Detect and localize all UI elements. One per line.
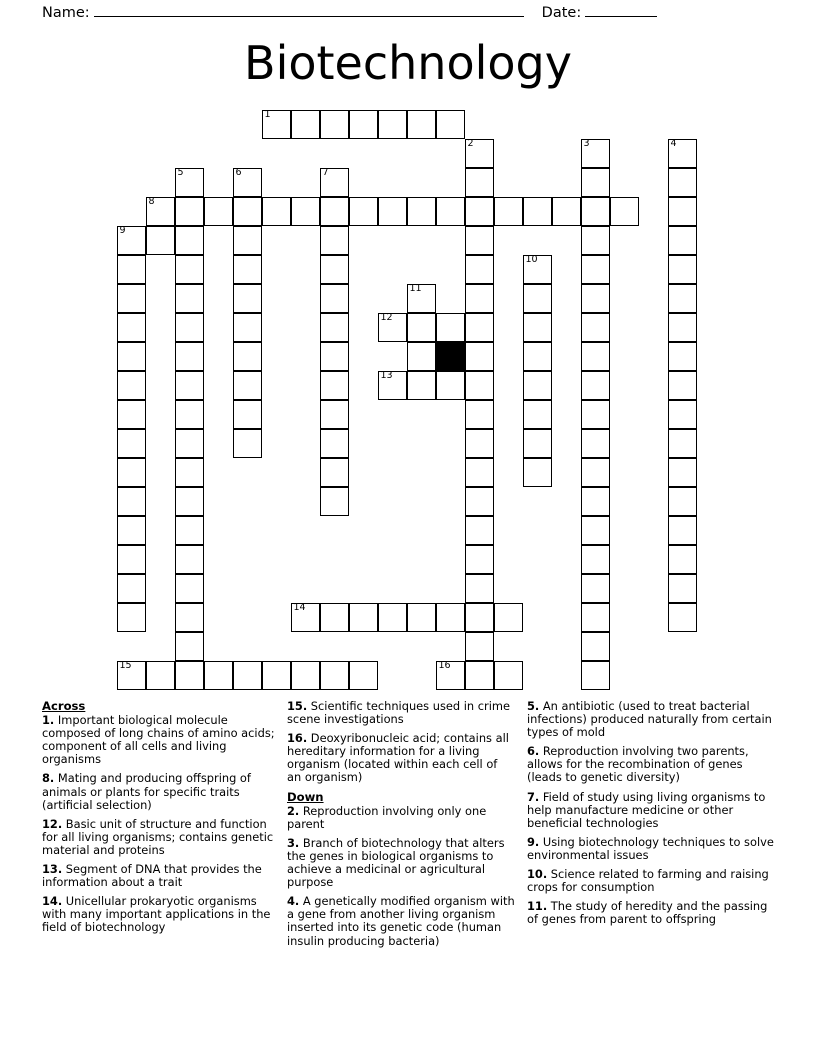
grid-cell[interactable] xyxy=(436,110,465,139)
grid-cell[interactable] xyxy=(320,429,349,458)
grid-cell[interactable] xyxy=(233,197,262,226)
grid-cell[interactable] xyxy=(146,197,175,226)
clue-number: 16. xyxy=(287,731,308,746)
grid-cell[interactable] xyxy=(320,110,349,139)
grid-cell[interactable] xyxy=(436,313,465,342)
name-label: Name: xyxy=(42,5,90,21)
grid-cell[interactable] xyxy=(233,342,262,371)
grid-cell[interactable] xyxy=(175,313,204,342)
clue-text: Field of study using living organisms to help manufacture medicine or other beneficial technologies xyxy=(527,789,766,830)
grid-cell[interactable] xyxy=(117,603,146,632)
cell-number: 16 xyxy=(438,660,451,671)
grid-cell[interactable] xyxy=(117,313,146,342)
clue-number: 10. xyxy=(527,867,548,882)
grid-cell[interactable] xyxy=(175,661,204,690)
grid-cell[interactable] xyxy=(581,458,610,487)
clue-text: A genetically modified organism with a gene from another living organism inserted into its genetic code (human insulin producing bacteria) xyxy=(287,894,515,948)
grid-cell[interactable] xyxy=(117,458,146,487)
grid-cell[interactable] xyxy=(407,371,436,400)
clue-number: 6. xyxy=(527,744,540,759)
down-clue xyxy=(527,868,778,894)
across-clue xyxy=(42,818,275,857)
clue-number: 8. xyxy=(42,771,55,786)
down-clue xyxy=(527,900,778,926)
grid-cell[interactable] xyxy=(117,255,146,284)
down-clue xyxy=(527,745,778,784)
grid-cell[interactable] xyxy=(465,632,494,661)
grid-cell[interactable] xyxy=(204,661,233,690)
grid-cell[interactable] xyxy=(465,516,494,545)
grid-cell[interactable] xyxy=(465,371,494,400)
across-clue xyxy=(42,714,275,766)
grid-cell[interactable] xyxy=(175,284,204,313)
cell-number: 11 xyxy=(409,283,422,294)
grid-cell[interactable] xyxy=(175,429,204,458)
clue-number: 13. xyxy=(42,862,63,877)
cell-number: 5 xyxy=(177,167,184,178)
grid-cell[interactable] xyxy=(581,168,610,197)
grid-cell[interactable] xyxy=(668,139,697,168)
grid-cell[interactable] xyxy=(233,226,262,255)
clue-text: Deoxyribonucleic acid; contains all hereditary information for a living organism (located within each cell of an organism) xyxy=(287,731,509,785)
across-clue xyxy=(42,863,275,889)
grid-cell[interactable] xyxy=(465,139,494,168)
grid-cell[interactable] xyxy=(233,400,262,429)
grid-cell[interactable] xyxy=(581,429,610,458)
grid-cell[interactable] xyxy=(117,574,146,603)
grid-cell[interactable] xyxy=(668,545,697,574)
grid-cell[interactable] xyxy=(233,168,262,197)
grid-block-cell xyxy=(436,342,465,371)
grid-cell[interactable] xyxy=(175,487,204,516)
grid-cell[interactable] xyxy=(668,371,697,400)
grid-cell[interactable] xyxy=(581,255,610,284)
across-heading: Across xyxy=(42,699,86,713)
grid-cell[interactable] xyxy=(349,110,378,139)
down-clue xyxy=(287,895,515,947)
across-clue xyxy=(42,772,275,811)
grid-cell[interactable] xyxy=(320,458,349,487)
grid-cell[interactable] xyxy=(465,313,494,342)
grid-cell[interactable] xyxy=(668,603,697,632)
grid-cell[interactable] xyxy=(291,661,320,690)
grid-cell[interactable] xyxy=(175,168,204,197)
grid-cell[interactable] xyxy=(668,574,697,603)
cell-number: 12 xyxy=(380,312,393,323)
clue-text: Branch of biotechnology that alters the genes in biological organisms to achieve a medicinal or agricultural purpose xyxy=(287,835,505,890)
grid-cell[interactable] xyxy=(291,197,320,226)
grid-cell[interactable] xyxy=(291,110,320,139)
grid-cell[interactable] xyxy=(523,400,552,429)
grid-cell[interactable] xyxy=(117,661,146,690)
grid-cell[interactable] xyxy=(175,603,204,632)
down-clue xyxy=(287,805,515,831)
grid-cell[interactable] xyxy=(581,342,610,371)
grid-cell[interactable] xyxy=(378,197,407,226)
clue-text: Important biological molecule composed of long chains of amino acids; component of all cells and living organisms xyxy=(42,713,275,767)
grid-cell[interactable] xyxy=(175,458,204,487)
clue-text: Mating and producing offspring of animals or plants for specific traits (artificial selection) xyxy=(42,771,251,812)
grid-cell[interactable] xyxy=(175,632,204,661)
down-clue xyxy=(527,700,778,739)
clue-number: 11. xyxy=(527,899,548,914)
grid-cell[interactable] xyxy=(668,342,697,371)
down-clue xyxy=(287,837,515,889)
grid-cell[interactable] xyxy=(320,603,349,632)
clue-number: 2. xyxy=(287,803,300,818)
grid-cell[interactable] xyxy=(175,371,204,400)
clue-text: Science related to farming and raising crops for consumption xyxy=(527,867,769,895)
date-label: Date: xyxy=(541,5,582,21)
grid-cell[interactable] xyxy=(523,429,552,458)
down-clue xyxy=(527,836,778,862)
cell-number: 8 xyxy=(148,196,155,207)
cell-number: 3 xyxy=(583,138,590,149)
grid-cell[interactable] xyxy=(262,197,291,226)
grid-cell[interactable] xyxy=(233,313,262,342)
grid-cell[interactable] xyxy=(465,545,494,574)
clue-number: 12. xyxy=(42,816,63,831)
clue-text: Scientific techniques used in crime scene investigations xyxy=(287,699,510,727)
grid-cell[interactable] xyxy=(581,661,610,690)
clue-number: 14. xyxy=(42,894,63,909)
grid-cell[interactable] xyxy=(117,342,146,371)
grid-cell[interactable] xyxy=(117,284,146,313)
grid-cell[interactable] xyxy=(175,197,204,226)
page-title: Biotechnology xyxy=(244,36,572,90)
grid-cell[interactable] xyxy=(581,197,610,226)
grid-cell[interactable] xyxy=(581,400,610,429)
grid-cell[interactable] xyxy=(233,661,262,690)
clue-number: 7. xyxy=(527,789,540,804)
grid-cell[interactable] xyxy=(436,661,465,690)
grid-cell[interactable] xyxy=(668,284,697,313)
grid-cell[interactable] xyxy=(610,197,639,226)
grid-cell[interactable] xyxy=(465,284,494,313)
grid-cell[interactable] xyxy=(668,487,697,516)
grid-cell[interactable] xyxy=(465,342,494,371)
clue-number: 1. xyxy=(42,713,55,728)
grid-cell[interactable] xyxy=(407,313,436,342)
grid-cell[interactable] xyxy=(581,516,610,545)
cell-number: 10 xyxy=(525,254,538,265)
clue-text: Basic unit of structure and function for all living organisms; contains genetic material and proteins xyxy=(42,816,274,857)
grid-cell[interactable] xyxy=(117,400,146,429)
grid-cell[interactable] xyxy=(233,284,262,313)
grid-cell[interactable] xyxy=(117,545,146,574)
cell-number: 4 xyxy=(670,138,677,149)
clues-column-1 xyxy=(42,700,287,941)
grid-cell[interactable] xyxy=(581,226,610,255)
across-clue xyxy=(42,895,275,934)
clue-number: 3. xyxy=(287,835,300,850)
grid-cell[interactable] xyxy=(117,487,146,516)
grid-cell[interactable] xyxy=(407,284,436,313)
grid-cell[interactable] xyxy=(204,197,233,226)
grid-cell[interactable] xyxy=(465,226,494,255)
clue-number: 9. xyxy=(527,834,540,849)
grid-cell[interactable] xyxy=(581,487,610,516)
grid-cell[interactable] xyxy=(320,371,349,400)
across-clue xyxy=(287,732,515,784)
clue-text: Using biotechnology techniques to solve environmental issues xyxy=(527,834,774,862)
cell-number: 15 xyxy=(119,660,132,671)
grid-cell[interactable] xyxy=(668,197,697,226)
clue-text: Reproduction involving only one parent xyxy=(287,803,487,831)
grid-cell[interactable] xyxy=(581,574,610,603)
grid-cell[interactable] xyxy=(581,632,610,661)
cell-number: 7 xyxy=(322,167,329,178)
grid-cell[interactable] xyxy=(378,371,407,400)
grid-cell[interactable] xyxy=(175,255,204,284)
grid-cell[interactable] xyxy=(233,255,262,284)
grid-cell[interactable] xyxy=(262,110,291,139)
grid-cell[interactable] xyxy=(175,545,204,574)
cell-number: 13 xyxy=(380,370,393,381)
grid-cell[interactable] xyxy=(233,429,262,458)
grid-cell[interactable] xyxy=(320,661,349,690)
grid-cell[interactable] xyxy=(465,487,494,516)
grid-cell[interactable] xyxy=(465,574,494,603)
grid-cell[interactable] xyxy=(175,516,204,545)
grid-cell[interactable] xyxy=(407,110,436,139)
grid-cell[interactable] xyxy=(436,197,465,226)
grid-cell[interactable] xyxy=(320,284,349,313)
grid-cell[interactable] xyxy=(465,168,494,197)
grid-cell[interactable] xyxy=(581,313,610,342)
grid-cell[interactable] xyxy=(320,400,349,429)
grid-cell[interactable] xyxy=(465,603,494,632)
grid-cell[interactable] xyxy=(668,168,697,197)
grid-cell[interactable] xyxy=(668,255,697,284)
clue-text: Unicellular prokaryotic organisms with many important applications in the field of biotechnology xyxy=(42,894,271,935)
grid-cell[interactable] xyxy=(146,661,175,690)
cell-number: 14 xyxy=(293,602,306,613)
grid-cell[interactable] xyxy=(581,284,610,313)
grid-cell[interactable] xyxy=(320,342,349,371)
grid-cell[interactable] xyxy=(581,371,610,400)
grid-cell[interactable] xyxy=(175,574,204,603)
grid-cell[interactable] xyxy=(668,458,697,487)
grid-cell[interactable] xyxy=(552,197,581,226)
grid-cell[interactable] xyxy=(117,371,146,400)
grid-cell[interactable] xyxy=(494,661,523,690)
cell-number: 9 xyxy=(119,225,126,236)
clue-number: 15. xyxy=(287,699,308,713)
grid-cell[interactable] xyxy=(320,255,349,284)
grid-cell[interactable] xyxy=(407,603,436,632)
grid-cell[interactable] xyxy=(117,516,146,545)
clue-text: The study of heredity and the passing of genes from parent to offspring xyxy=(527,899,768,927)
down-clue xyxy=(527,791,778,830)
across-clue xyxy=(287,700,515,726)
grid-cell[interactable] xyxy=(378,110,407,139)
grid-cell[interactable] xyxy=(320,487,349,516)
grid-cell[interactable] xyxy=(523,284,552,313)
grid-cell[interactable] xyxy=(494,603,523,632)
grid-cell[interactable] xyxy=(407,342,436,371)
grid-cell[interactable] xyxy=(407,197,436,226)
grid-cell[interactable] xyxy=(436,371,465,400)
grid-cell[interactable] xyxy=(465,400,494,429)
grid-cell[interactable] xyxy=(349,603,378,632)
grid-cell[interactable] xyxy=(320,168,349,197)
grid-cell[interactable] xyxy=(320,197,349,226)
clue-text: Segment of DNA that provides the information about a trait xyxy=(42,862,262,890)
grid-cell[interactable] xyxy=(465,661,494,690)
grid-cell[interactable] xyxy=(465,197,494,226)
grid-cell[interactable] xyxy=(465,458,494,487)
grid-cell[interactable] xyxy=(175,400,204,429)
grid-cell[interactable] xyxy=(291,603,320,632)
grid-cell[interactable] xyxy=(523,255,552,284)
grid-cell[interactable] xyxy=(320,226,349,255)
grid-cell[interactable] xyxy=(233,371,262,400)
grid-cell[interactable] xyxy=(117,226,146,255)
cell-number: 6 xyxy=(235,167,242,178)
grid-cell[interactable] xyxy=(320,313,349,342)
grid-cell[interactable] xyxy=(494,197,523,226)
grid-cell[interactable] xyxy=(668,429,697,458)
clues-column-2 xyxy=(287,700,527,954)
grid-cell[interactable] xyxy=(668,226,697,255)
clue-text: An antibiotic (used to treat bacterial infections) produced naturally from certain types of mold xyxy=(527,699,772,740)
grid-cell[interactable] xyxy=(117,429,146,458)
grid-cell[interactable] xyxy=(349,661,378,690)
grid-cell[interactable] xyxy=(523,458,552,487)
grid-cell[interactable] xyxy=(175,226,204,255)
grid-cell[interactable] xyxy=(523,313,552,342)
grid-cell[interactable] xyxy=(378,313,407,342)
grid-cell[interactable] xyxy=(581,139,610,168)
clue-number: 4. xyxy=(287,894,300,909)
grid-cell[interactable] xyxy=(668,313,697,342)
grid-cell[interactable] xyxy=(349,197,378,226)
grid-cell[interactable] xyxy=(523,197,552,226)
grid-cell[interactable] xyxy=(668,400,697,429)
grid-cell[interactable] xyxy=(175,342,204,371)
grid-cell[interactable] xyxy=(262,661,291,690)
clue-text: Reproduction involving two parents, allows for the recombination of genes (leads to genetic diversity) xyxy=(527,744,749,785)
grid-cell[interactable] xyxy=(523,371,552,400)
grid-cell[interactable] xyxy=(378,603,407,632)
down-heading: Down xyxy=(287,789,324,804)
clues-column-3 xyxy=(527,700,778,932)
clues-section xyxy=(42,700,778,954)
grid-cell[interactable] xyxy=(581,545,610,574)
grid-cell[interactable] xyxy=(581,603,610,632)
cell-number: 1 xyxy=(264,109,271,120)
grid-cell[interactable] xyxy=(523,342,552,371)
grid-cell[interactable] xyxy=(465,255,494,284)
grid-cell[interactable] xyxy=(668,516,697,545)
grid-cell[interactable] xyxy=(436,603,465,632)
grid-cell[interactable] xyxy=(465,429,494,458)
cell-number: 2 xyxy=(467,138,474,149)
clue-number: 5. xyxy=(527,699,540,713)
grid-cell[interactable] xyxy=(146,226,175,255)
